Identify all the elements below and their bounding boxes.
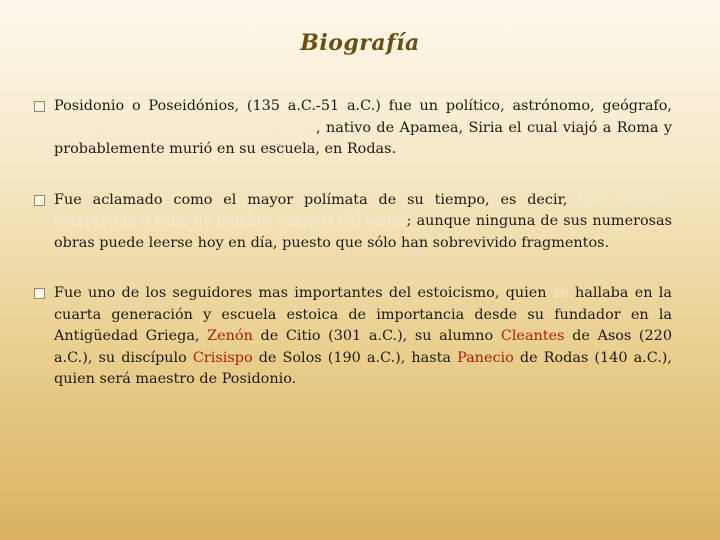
bullet-3-name-cleantes: Cleantes	[500, 328, 565, 344]
bullet-1-text	[54, 98, 672, 157]
bullet-3-seg-2: se	[552, 285, 569, 301]
bullet-3-name-panecio: Panecio	[457, 349, 514, 366]
bullet-2-seg-1: Fue aclamado como el mayor polímata de su tiempo, es decir,	[54, 191, 579, 208]
bullet-1-seg-3: , nativo de Apamea, Siria el cual viajó a Roma y probablemente murió en su escuela, en Rodas.	[54, 119, 672, 157]
bullet-3-seg-7: de Asos (220 a.C.), su discípulo	[54, 328, 672, 366]
bullet-list	[34, 96, 672, 391]
bullet-3-name-zenon: Zenón	[207, 328, 253, 344]
bullet-3-seg-1: Fue uno de los seguidores mas importantes del estoicismo, quien	[54, 285, 553, 301]
slide-title: Biografía	[300, 30, 420, 56]
square-bullet-icon	[34, 195, 45, 206]
bullet-3-name-crisispo: Crisispo	[192, 349, 253, 366]
bullet-1-seg-1: Posidonio o Poseidónios, (135 a.C.-51 a.C.) fue un político, astrónomo, geógrafo,	[54, 98, 672, 114]
bullet-3-text	[54, 285, 672, 387]
bullet-3-seg-3: hallaba en la cuarta generación y escuela estoica de importancia desde su fundador en la Antigüedad Griega,	[54, 285, 672, 344]
square-bullet-icon	[34, 101, 45, 112]
bullet-item-3	[34, 283, 672, 391]
bullet-2-seg-2: que conoce, comprende o sabe de muchos campos del saber	[54, 191, 672, 229]
bullet-1-seg-2: historiador y filósofo estoico griego	[54, 119, 316, 136]
bullet-2-seg-3: ; aunque ninguna de sus numerosas obras puede leerse hoy en día, puesto que sólo han sobrevivido fragmentos.	[54, 213, 672, 251]
bullet-3-seg-9: de Solos (190 a.C.), hasta	[252, 349, 458, 366]
bullet-item-2	[34, 190, 672, 255]
bullet-3-seg-5: de Citio (301 a.C.), su alumno	[252, 328, 501, 344]
bullet-item-1	[34, 96, 672, 161]
square-bullet-icon	[34, 288, 45, 299]
bullet-3-seg-11: de Rodas (140 a.C.), quien será maestro de Posidonio.	[54, 349, 672, 387]
bullet-2-text	[54, 192, 672, 251]
